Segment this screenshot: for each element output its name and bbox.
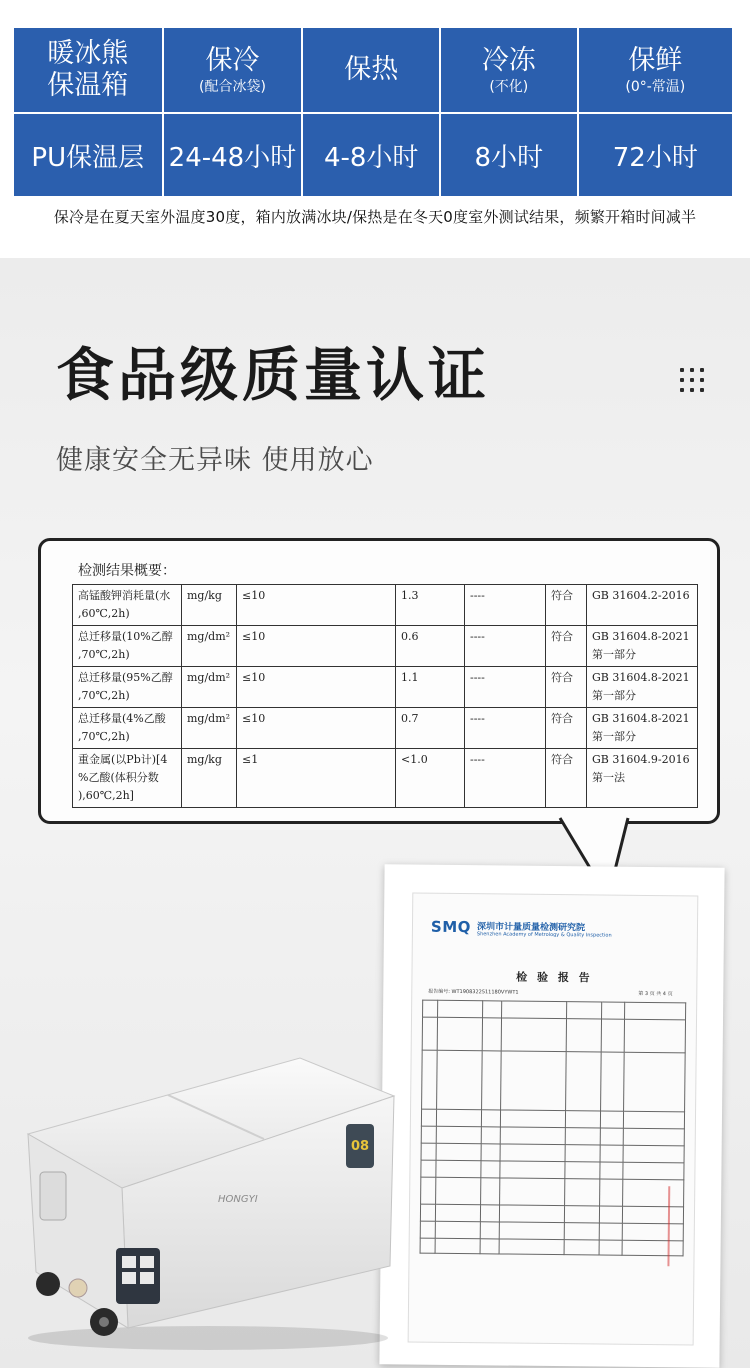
dots-grid-icon [678,366,706,394]
brand-line-2: 保温箱 [47,70,129,101]
test-conditions-note: 保冷是在夏天室外温度30度，箱内放满冰块/保热是在冬天0度室外测试结果，频繁开箱时间减半 [53,208,697,226]
table-row [73,585,698,626]
brand-logo: HONGYI [218,1194,258,1205]
cooler-box-image [18,1026,398,1356]
item-line: 高锰酸钾消耗量(水 [78,589,171,602]
cell-value: <1.0 [396,749,465,808]
red-seal-stamp [667,1186,696,1266]
standard-line: 第一法 [592,771,625,784]
cell-value: 1.3 [396,585,465,626]
col-header-main: 保冷 [205,45,260,76]
item-line: ),60℃,2h] [78,789,134,802]
institute-name-en: Shenzhen Academy of Metrology & Quality Inspection [476,931,612,939]
item-line: 总迁移量(95%乙醇 [78,671,173,684]
cell-verdict: 符合 [546,667,587,708]
framed-test-report [379,864,724,1368]
cell-limit: ≤10 [237,708,396,749]
cell-dash: ---- [465,708,546,749]
report-page: 第 3 页 共 4 页 [638,990,673,998]
cell-limit: ≤10 [237,667,396,708]
col-header-sub: (不化) [489,79,529,95]
cell-dash: ---- [465,626,546,667]
spec-header-row [13,27,733,113]
item-line: ,60℃,2h) [78,607,130,620]
cell-unit: mg/kg [182,585,237,626]
cell-value: 0.7 [396,708,465,749]
cell-limit: ≤10 [237,585,396,626]
standard-line: 第一部分 [592,730,636,743]
col-header-fresh [578,27,733,113]
cell-dash: ---- [465,749,546,808]
cell-item [73,708,182,749]
cell-item [73,667,182,708]
table-row [73,708,698,749]
report-table [420,1000,687,1257]
cell-verdict: 符合 [546,626,587,667]
item-line: 总迁移量(10%乙醇 [78,630,173,643]
brand-cell [13,27,163,113]
cell-unit: mg/dm² [182,708,237,749]
col-header-freeze [440,27,578,113]
cell-standard [587,749,698,808]
item-line: ,70℃,2h) [78,689,130,702]
standard-line: GB 31604.9-2016 [592,753,690,766]
certification-section [0,258,750,1368]
item-line: 重金属(以Pb计)[4 [78,753,168,766]
table-row [73,626,698,667]
standard-line: 第一部分 [592,648,636,661]
brand-line-1: 暖冰熊 [47,38,129,69]
test-results-table [72,584,698,808]
insulation-spec-table [12,26,734,198]
row-label: PU保温层 [13,113,163,197]
standard-line: GB 31604.8-2021 [592,630,690,643]
report-title: 检 验 报 告 [516,970,593,985]
col-header-cold [163,27,303,113]
standard-line: 第一部分 [592,689,636,702]
standard-line: GB 31604.8-2021 [592,671,690,684]
cell-item [73,585,182,626]
cell-unit: mg/kg [182,749,237,808]
capacity-badge: 08 [350,1139,370,1154]
report-document [408,893,699,1346]
cell-unit: mg/dm² [182,626,237,667]
col-header-sub: (0°-常温) [625,79,686,95]
section-title: 食品级质量认证 [56,341,491,409]
cell-item [73,626,182,667]
cell-value: 0.6 [396,626,465,667]
col-header-main: 保鲜 [628,45,683,76]
standard-line: GB 31604.8-2021 [592,712,690,725]
table-row [73,749,698,808]
value-heat: 4-8小时 [302,113,440,197]
col-header-main: 保热 [344,54,399,85]
cell-item [73,749,182,808]
item-line: %乙酸(体积分数 [78,771,159,784]
cell-standard [587,626,698,667]
cell-standard [587,667,698,708]
value-freeze: 8小时 [440,113,578,197]
cell-dash: ---- [465,585,546,626]
cell-verdict: 符合 [546,749,587,808]
item-line: ,70℃,2h) [78,730,130,743]
cell-standard [587,585,698,626]
cell-value: 1.1 [396,667,465,708]
section-subtitle: 健康安全无异味 使用放心 [56,445,374,476]
results-summary-label: 检测结果概要： [78,563,176,579]
value-fresh: 72小时 [578,113,733,197]
col-header-heat [302,27,440,113]
item-line: ,70℃,2h) [78,648,130,661]
item-line: 总迁移量(4%乙酸 [78,712,166,725]
cell-limit: ≤1 [237,749,396,808]
smq-logo: SMQ [430,917,472,937]
cell-verdict: 符合 [546,585,587,626]
standard-line: GB 31604.2-2016 [592,589,690,602]
col-header-sub: (配合冰袋) [198,79,266,95]
cell-standard [587,708,698,749]
spec-value-row [13,113,733,197]
col-header-main: 冷冻 [481,45,536,76]
value-cold: 24-48小时 [163,113,303,197]
cell-verdict: 符合 [546,708,587,749]
cell-limit: ≤10 [237,626,396,667]
table-row [73,667,698,708]
cell-unit: mg/dm² [182,667,237,708]
cell-dash: ---- [465,667,546,708]
institute-name: 深圳市计量质量检测研究院 [476,922,586,934]
report-number: 报告编号: WT1908322511180VYWT1 [428,988,519,996]
